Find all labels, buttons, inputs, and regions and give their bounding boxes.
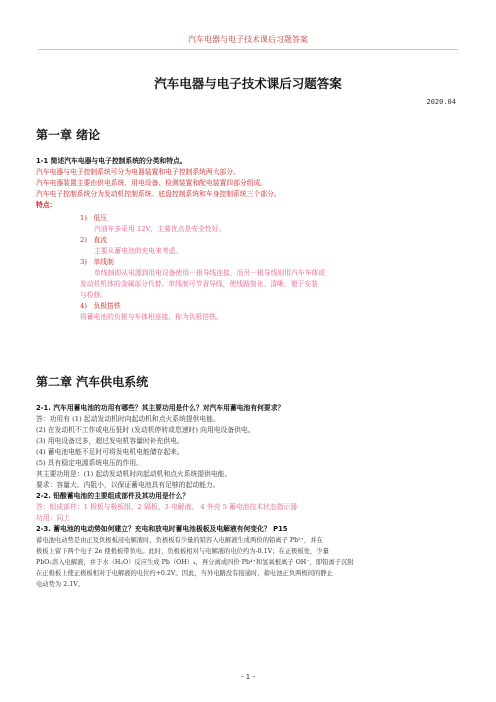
answer-line: 其主要功用是：(1) 起动发动机时向起动机和点火系统提供电能。 (36, 470, 232, 478)
features-list (80, 213, 460, 323)
feature-title: 直流 (93, 236, 108, 244)
answer-line: 汽车电器装置主要由供电系统、用电设备、检测装置和配电装置四部分组成。 (36, 179, 268, 187)
answer-line: 电动势为 2.1V。 (36, 581, 85, 588)
document-date: 2020.04 (426, 98, 456, 106)
answer-line: 蓄电池电动势是由正及负极板浸电解液时，负极板有少量的铅容入电解液生成两价的铅离子 Pb²⁺，并在 (36, 537, 323, 544)
answer-line: 在正极板上使正极板相对于电解液的电位约+0.2V。因此，当外电路没有接通时，蓄电池正负两极间的静止 (36, 570, 333, 577)
feature-title: 低压 (93, 214, 108, 222)
page-number: - 1 - (241, 673, 255, 681)
feature-number: 1) (80, 214, 87, 222)
feature-title: 负极搭铁 (93, 302, 121, 310)
feature-item-dc (80, 235, 460, 246)
running-header: 汽车电器与电子技术课后习题答案 (188, 35, 308, 44)
feature-item-low-voltage (80, 213, 460, 224)
document-title: 汽车电器与电子技术课后习题答案 (154, 76, 342, 91)
question-2-3-title: 2-3. 蓄电池的电动势如何建立？充电和放电时蓄电池极板及电解液有何变化？ P15 (36, 525, 288, 533)
answer-line: 汽车电子控制系统分为发动机控制系统、底盘控制系统和车身控制系统三个部分。 (36, 190, 281, 198)
feature-item-negative-ground (80, 301, 460, 312)
feature-title: 单线制 (93, 258, 114, 266)
feature-description: 与检修。 (80, 291, 108, 299)
answer-line: 极板上留下两个电子 2e 使极板带负电。此时，负极板相对与电解液的电位约为-0.1V；在正极板处，少量 (36, 548, 329, 555)
header-divider (38, 49, 458, 50)
feature-number: 2) (80, 236, 87, 244)
chapter-2-heading: 第二章 汽车供电系统 (36, 375, 149, 389)
question-1-1-title: 1-1 简述汽车电器与电子控制系统的分类和特点。 (36, 157, 187, 165)
chapter-1-heading: 第一章 绪论 (36, 128, 101, 142)
answer-line: (5) 具有稳定电源系统电压的作用。 (36, 459, 143, 467)
answer-line: 答：组成部件：1 极板与极板组、2 隔板、3 电解液、 4 外壳 5 蓄电池技术状态指示器 (36, 503, 298, 511)
feature-description: 单线制即从电源到用电设备使用一根导线连接，而另一根导线则用汽车车体或 (94, 269, 326, 277)
feature-number: 4) (80, 302, 87, 310)
answer-line: (4) 蓄电池电能不足时可将发电机电能储存起来。 (36, 448, 184, 456)
feature-description: 主要从蓄电池的充电来考虑。 (94, 247, 183, 255)
answer-line: 答：功用有 (1) 起动发动机时向起动机和点火系统提供电能。 (36, 415, 220, 423)
chapter-1-body (36, 156, 458, 211)
question-2-1-title: 2-1. 汽车用蓄电池的功用有哪些？其主要功用是什么？对汽车用蓄电池有何要求？ (36, 404, 285, 412)
answer-line: PbO₂溶入电解液，并于水（H₂O）反应生成 Pb（OH）₄，再分离成四价 Pb⁴⁺和氢氧根离子 OH⁻，即铅离子沉附 (36, 559, 354, 566)
answer-line: (2) 在发动机不工作或电压低时 (发动机停转或怠速时) 向用电设备供电。 (36, 426, 255, 434)
answer-line: (3) 用电设备过多，超过发电机容量时补充供电。 (36, 437, 184, 445)
feature-description: 将蓄电池的负极与车体相连接，称为负极搭铁。 (80, 313, 223, 321)
answer-line: 功用：同上 (36, 514, 70, 522)
chapter-2-body (36, 403, 458, 590)
feature-number: 3) (80, 258, 87, 266)
answer-line: 要求：容量大、内阻小，以保证蓄电池具有足够的起动能力。 (36, 481, 220, 489)
feature-description: 汽油车多采用 12V，主要优点是安全性好。 (94, 225, 226, 233)
feature-description: 发动机机体的金属部分代替。单线制可节省导线，使线路简化、清晰，便于安装 (80, 280, 318, 288)
feature-item-single-wire (80, 257, 460, 268)
question-2-2-title: 2-2. 铅酸蓄电池的主要组成部件及其功用是什么？ (36, 492, 190, 500)
answer-line: 汽车电器与电子控制系统可分为电器装置和电子控制系统两大部分。 (36, 168, 240, 176)
features-label: 特点： (36, 201, 57, 209)
